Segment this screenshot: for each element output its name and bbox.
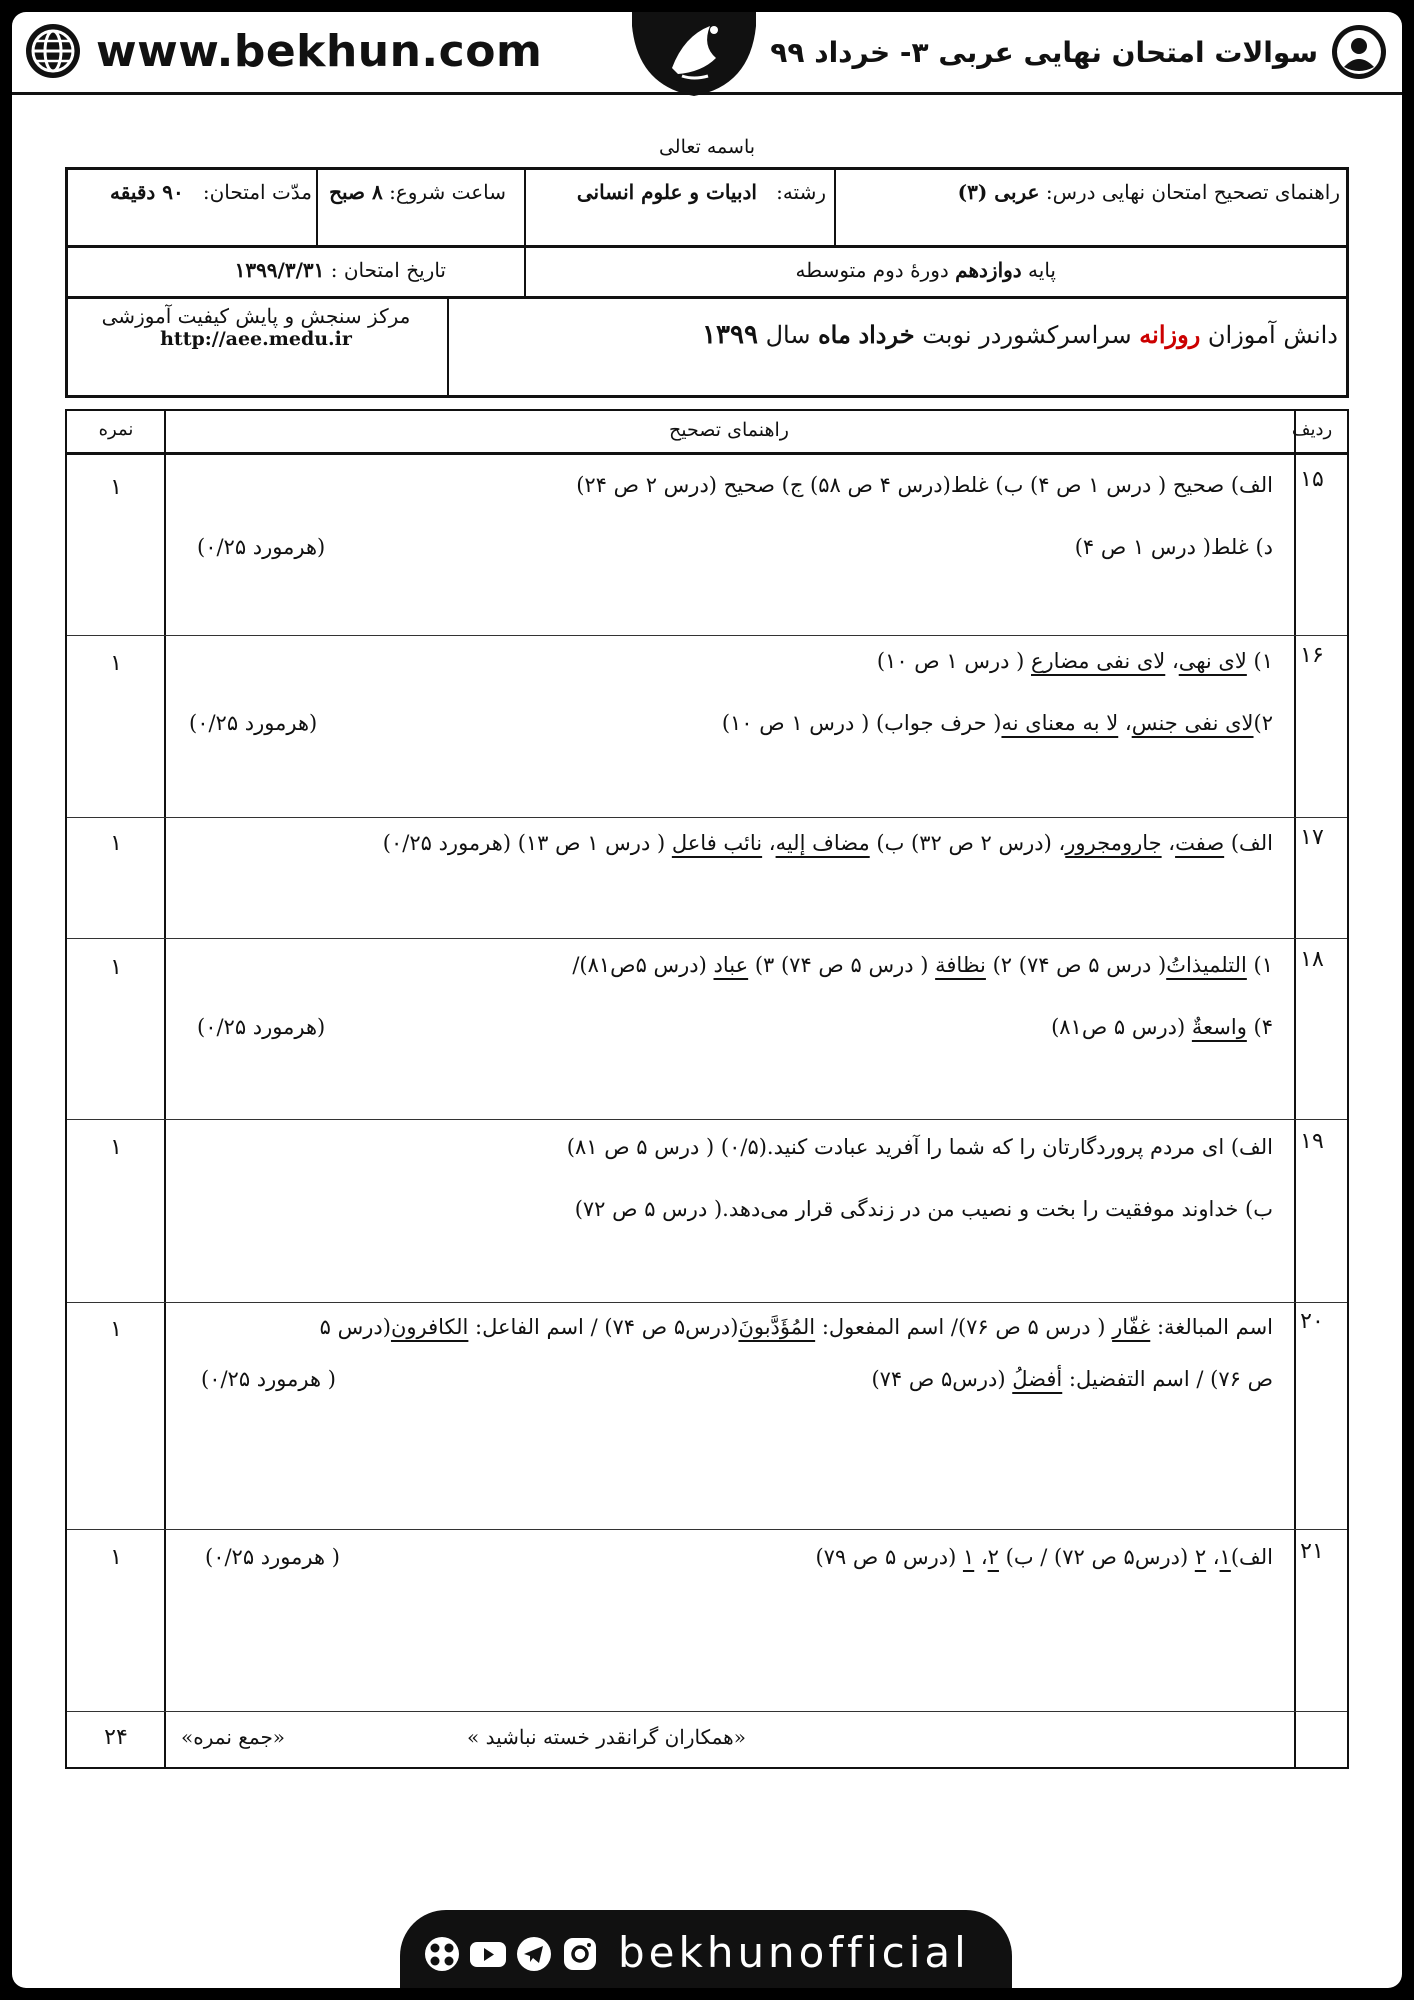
- answer-key: ۱: [1219, 1545, 1231, 1569]
- score-note: ( هرمورد ۰/۲۵): [205, 1545, 340, 1569]
- grade-value: دوازدهم: [955, 258, 1022, 282]
- answer-key: مضاف إلیه: [775, 831, 870, 855]
- grade-prefix: پایه: [1028, 258, 1056, 282]
- answer-key: أفضلُ: [1012, 1367, 1063, 1391]
- row-number: ۲۱: [1300, 1539, 1324, 1564]
- row-score: ۱: [110, 1135, 122, 1160]
- row-score: ۱: [110, 1545, 122, 1570]
- students-text: دانش آموزان: [1207, 321, 1338, 349]
- answer-text: الف): [1224, 831, 1273, 855]
- answer-key: غفّار: [1112, 1315, 1151, 1339]
- answer-line: [572, 953, 1273, 977]
- instagram-icon[interactable]: [560, 1934, 600, 1974]
- field-label: رشته:: [776, 180, 826, 204]
- score-note: (هرمورد ۰/۲۵): [189, 711, 318, 735]
- col-guide-header: راهنمای تصحیح: [669, 419, 789, 441]
- answer-key: ۲: [1194, 1545, 1207, 1569]
- row-number: ۱۷: [1300, 825, 1324, 850]
- telegram-icon[interactable]: [514, 1934, 554, 1974]
- answer-key: لای نفی جنس: [1131, 711, 1254, 735]
- answers-table: [65, 409, 1349, 1769]
- answer-line: [815, 1545, 1273, 1569]
- row-number: ۱۵: [1300, 467, 1324, 492]
- total-score: ۲۴: [104, 1725, 128, 1750]
- row-score: ۱: [110, 651, 122, 676]
- start-value: ۸ صبح: [329, 180, 383, 204]
- answer-text: الف): [1230, 1545, 1273, 1569]
- answer-line: الف) ای مردم پروردگارتان را که شما را آفرید عبادت کنید.(۰/۵) ( درس ۵ ص ۸۱): [566, 1135, 1273, 1159]
- guide-label: راهنمای تصحیح امتحان نهایی درس:: [1045, 180, 1340, 204]
- answer-key: ۲: [987, 1545, 999, 1569]
- answer-line: [1051, 1015, 1273, 1039]
- field-cell: [577, 180, 826, 204]
- center-url[interactable]: http://aee.medu.ir: [160, 328, 352, 350]
- row-score: ۱: [110, 1317, 122, 1342]
- answer-text: ( حرف جواب) ( درس ۱ ص ۱۰): [721, 711, 1002, 735]
- start-cell: [329, 180, 506, 204]
- center-name: مرکز سنجش و پایش کیفیت آموزشی: [101, 304, 411, 328]
- answer-key: المُؤَدَّبونَ: [738, 1315, 816, 1339]
- answer-line: د) غلط( درس ۱ ص ۴): [1074, 535, 1273, 559]
- start-label: ساعت شروع:: [389, 180, 506, 204]
- date-value: ۱۳۹۹/۳/۳۱: [234, 258, 325, 282]
- answer-key: لای نفی مضارع: [1031, 649, 1166, 673]
- social-handle[interactable]: bekhunofficial: [618, 1928, 970, 1977]
- answer-text: ،: [1165, 649, 1179, 673]
- page-title: سوالات امتحان نهایی عربی ۳- خرداد ۹۹: [770, 35, 1318, 69]
- bismillah: باسمه تعالی: [658, 136, 756, 158]
- students-cell: [702, 320, 1338, 350]
- answer-text: (درس۵ ص ۷۴) / اسم الفاعل:: [468, 1315, 739, 1339]
- answer-line: [871, 1367, 1273, 1391]
- thanks-message: «همکاران گرانقدر خسته نباشید »: [467, 1725, 746, 1749]
- aparat-icon[interactable]: [422, 1934, 462, 1974]
- row-number: ۱۸: [1300, 947, 1324, 972]
- answer-text: ( درس ۵ ص ۷۴) ۲): [985, 953, 1167, 977]
- score-note: (هرمورد ۰/۲۵): [197, 535, 326, 559]
- grade-suffix: دورهٔ دوم متوسطه: [795, 258, 949, 282]
- students-text-2: سراسرکشوردر نوبت: [922, 321, 1132, 349]
- row-score: ۱: [110, 475, 122, 500]
- answer-text: ( درس ۵ ص ۷۴) ۳): [748, 953, 936, 977]
- score-note: (هرمورد ۰/۲۵): [197, 1015, 326, 1039]
- center-cell: [76, 304, 436, 350]
- students-year: ۱۳۹۹: [702, 320, 758, 350]
- duration-cell: [110, 180, 312, 204]
- row-number: ۱۹: [1300, 1129, 1324, 1154]
- students-daily: روزانه: [1139, 320, 1201, 349]
- answer-key: الکافرون: [390, 1315, 469, 1339]
- date-cell: [235, 258, 446, 282]
- answer-text: (درس۵ ص ۷۴): [871, 1367, 1013, 1391]
- answer-text: (درس۵ ص ۷۲) / ب): [998, 1545, 1195, 1569]
- duration-value: ۹۰ دقیقه: [109, 180, 184, 204]
- answer-key: نظافة: [935, 953, 986, 977]
- students-month: خرداد: [858, 320, 915, 349]
- answer-key: التلمیذاتُ: [1166, 953, 1247, 977]
- total-label: «جمع نمره»: [181, 1725, 286, 1749]
- answer-key: واسعةٌ: [1191, 1015, 1247, 1039]
- answer-text: ،: [762, 831, 776, 855]
- answer-text: ،: [974, 1545, 988, 1569]
- answer-text: ( درس ۱ ص ۱۰): [876, 649, 1031, 673]
- page: [12, 12, 1402, 1988]
- col-row-header: ردیف: [1291, 419, 1333, 440]
- score-note: ( هرمورد ۰/۲۵): [201, 1367, 336, 1391]
- exam-header-box: [65, 167, 1349, 398]
- row-score: ۱: [110, 955, 122, 980]
- row-score: ۱: [110, 831, 122, 856]
- answer-line: ب) خداوند موفقیت را بخت و نصیب من در زندگی قرار می‌دهد.( درس ۵ ص ۷۲): [574, 1197, 1273, 1221]
- col-score-header: نمره: [98, 419, 134, 440]
- answer-text: ،: [1161, 831, 1176, 855]
- answer-text: ص ۷۶) / اسم التفضیل:: [1062, 1367, 1273, 1391]
- answer-line: [383, 831, 1273, 855]
- answer-key: جارومجرور: [1065, 831, 1162, 855]
- answer-text: ( درس ۱ ص ۱۳) (هرمورد ۰/۲۵): [382, 831, 672, 855]
- exam-sheet: [12, 12, 1402, 1988]
- row-number: ۲۰: [1300, 1309, 1324, 1334]
- row-number: ۱۶: [1300, 643, 1324, 668]
- social-footer: [400, 1910, 1012, 1988]
- date-label: تاریخ امتحان :: [330, 258, 446, 282]
- answer-text: ، (درس ۲ ص ۳۲) ب): [869, 831, 1066, 855]
- answer-key: صفت: [1175, 831, 1225, 855]
- site-url[interactable]: www.bekhun.com: [96, 25, 543, 77]
- answer-text: ۱): [1246, 953, 1273, 977]
- answer-text: ،: [1118, 711, 1132, 735]
- course-cell: [958, 180, 1340, 204]
- answer-line: [320, 1315, 1273, 1339]
- answer-text: اسم المبالغة:: [1150, 1315, 1273, 1339]
- course-name: عربی (۳): [957, 180, 1040, 204]
- social-icons: [422, 1934, 600, 1974]
- answer-text: (درس ۵ ص۸۱): [1051, 1015, 1192, 1039]
- answer-key: لا به معنای نه: [1001, 711, 1119, 735]
- answer-line: الف) صحیح ( درس ۱ ص ۴) ب) غلط(درس ۴ ص ۵۸) ج) صحیح (درس ۲ ص ۲۴): [576, 473, 1273, 497]
- duration-label: مدّت امتحان:: [202, 180, 312, 204]
- youtube-icon[interactable]: [468, 1934, 508, 1974]
- answer-text: ۱): [1246, 649, 1273, 673]
- answer-line: [722, 711, 1273, 735]
- field-value: ادبیات و علوم انسانی: [576, 180, 757, 204]
- answer-text: (درس ۵ ص ۷۹): [815, 1545, 963, 1569]
- answer-text: (درس ۵ص۸۱)/: [572, 953, 714, 977]
- answer-key: لای نهی: [1178, 649, 1247, 673]
- students-month-word: ماه: [818, 320, 851, 349]
- answer-key: نائب فاعل: [671, 831, 763, 855]
- answer-text: ۲): [1253, 711, 1273, 735]
- answer-key: ۱: [962, 1545, 975, 1569]
- answer-text: ،: [1206, 1545, 1220, 1569]
- answer-text: (درس ۵: [319, 1315, 391, 1339]
- answer-key: عباد: [713, 953, 749, 977]
- answer-line: [877, 649, 1273, 673]
- grade-cell: [795, 258, 1056, 282]
- answer-text: ۴): [1246, 1015, 1273, 1039]
- students-year-label: سال: [765, 321, 811, 349]
- answer-text: ( درس ۵ ص ۷۶)/ اسم المفعول:: [815, 1315, 1113, 1339]
